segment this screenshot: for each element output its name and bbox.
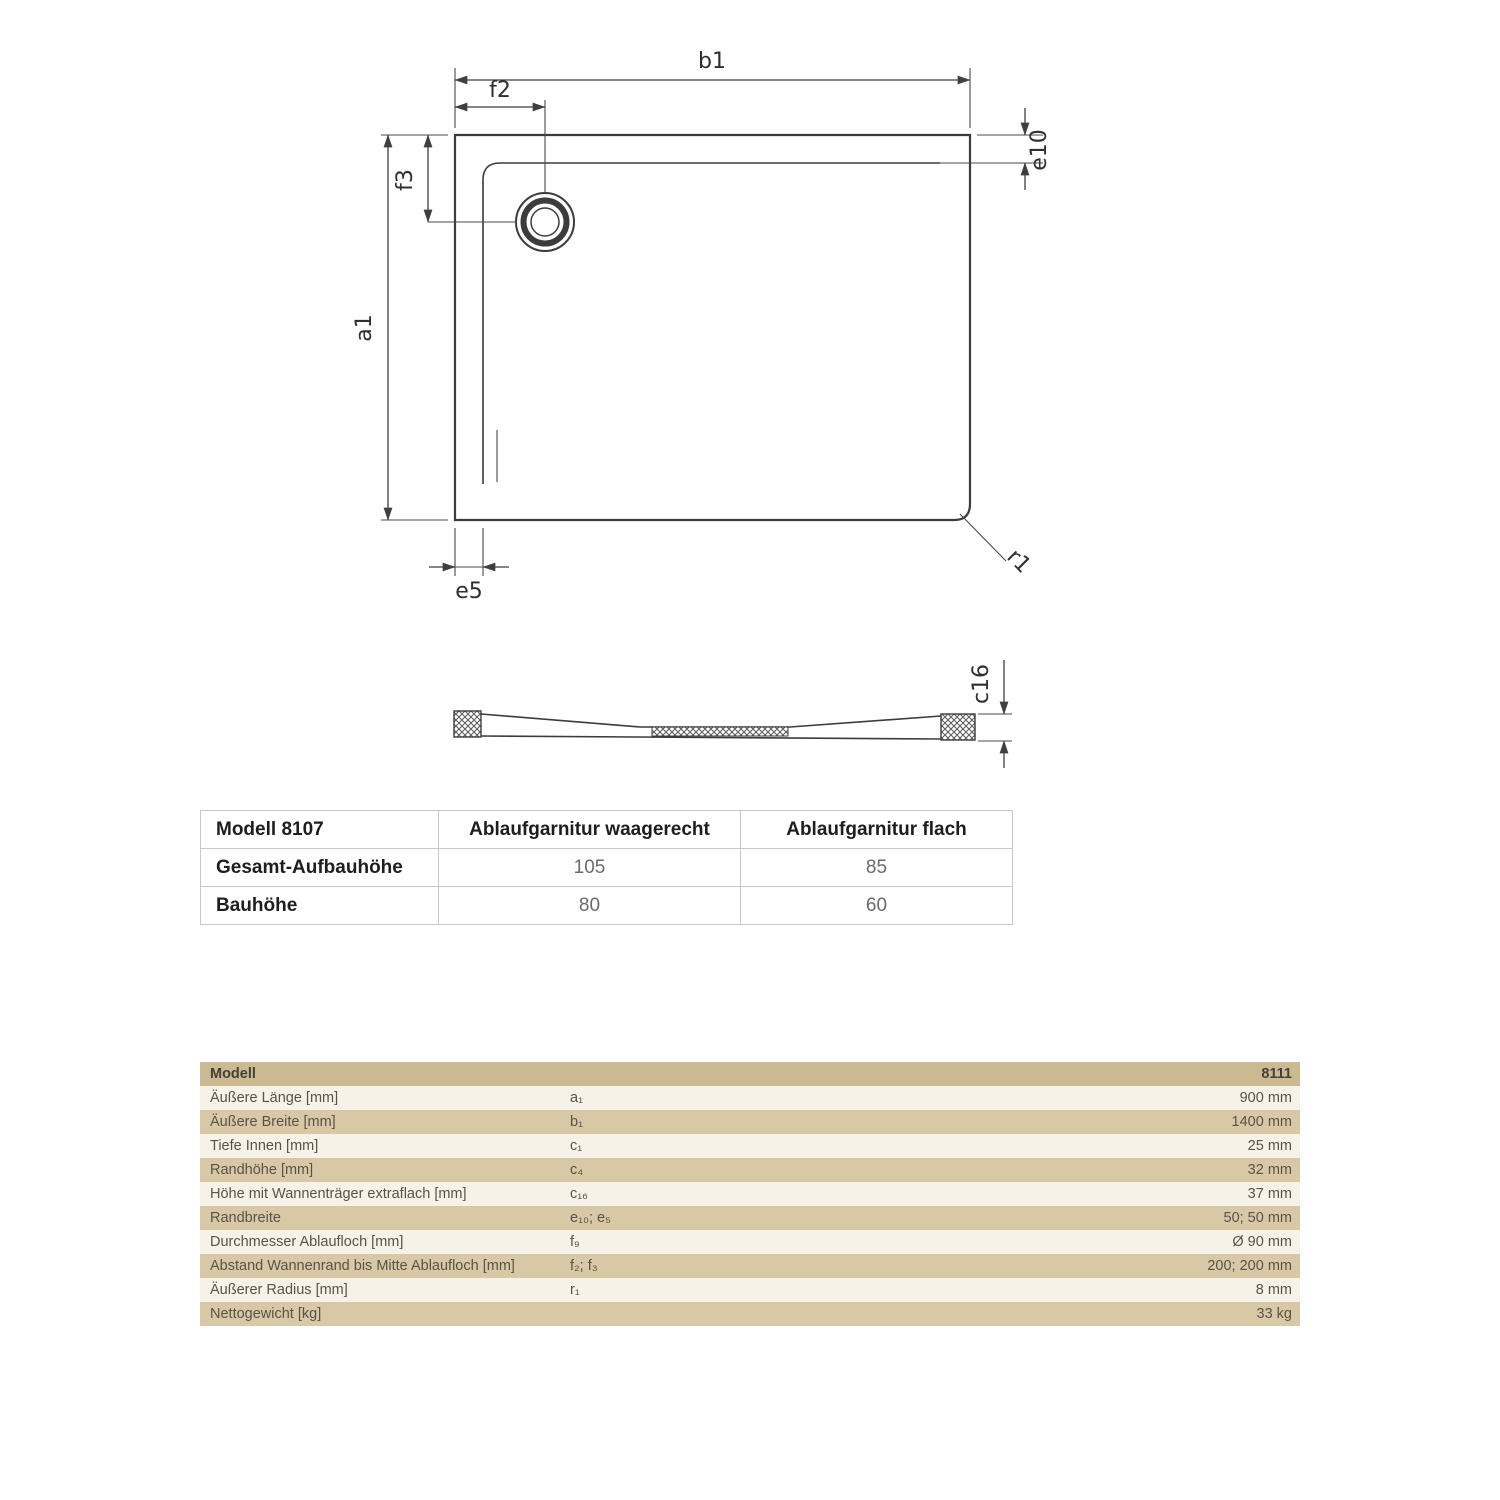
row-symbol: f₂; f₃ <box>570 1258 598 1274</box>
row-symbol: e₁₀; e₅ <box>570 1210 611 1226</box>
b1-extension-lines <box>455 68 970 128</box>
row-label: Bauhöhe <box>201 887 439 925</box>
row-value: 900 mm <box>1239 1090 1292 1106</box>
row-value: 8111 <box>1261 1066 1292 1082</box>
row-label: Modell <box>210 1066 256 1082</box>
row-label: Äußere Länge [mm] <box>210 1090 339 1106</box>
row-value: 50; 50 mm <box>1223 1210 1292 1226</box>
c16-extension-lines <box>978 714 1012 741</box>
row-value: 8 mm <box>1255 1282 1292 1298</box>
table-row <box>200 1302 1300 1326</box>
row-symbol: c₄ <box>570 1162 584 1178</box>
row-label: Randhöhe [mm] <box>210 1162 314 1178</box>
table-row <box>201 849 1013 887</box>
row-value: 200; 200 mm <box>1207 1258 1292 1274</box>
cell-value: 60 <box>741 887 1013 925</box>
model-table-title: Modell 8107 <box>201 811 439 849</box>
row-label: Randbreite <box>210 1210 281 1226</box>
table-header-row <box>201 811 1013 849</box>
row-symbol: b₁ <box>570 1114 583 1130</box>
table-row <box>200 1254 1300 1278</box>
row-value: 25 mm <box>1247 1138 1292 1154</box>
column-header-flach: Ablaufgarnitur flach <box>741 811 1013 849</box>
r1-leader-line <box>960 514 1006 561</box>
table-row <box>200 1110 1300 1134</box>
row-value: 1400 mm <box>1231 1114 1292 1130</box>
f2-label: f2 <box>489 78 511 103</box>
column-header-waagerecht: Ablaufgarnitur waagerecht <box>439 811 741 849</box>
profile-left-rim-hatch <box>454 711 481 737</box>
profile-drain-hatch <box>652 727 788 736</box>
table-row <box>200 1158 1300 1182</box>
row-label: Äußere Breite [mm] <box>210 1114 336 1130</box>
row-label: Abstand Wannenrand bis Mitte Ablaufloch [mm] <box>210 1258 515 1274</box>
a1-label: a1 <box>352 314 377 342</box>
table-row <box>201 887 1013 925</box>
table-row <box>200 1230 1300 1254</box>
model-height-table <box>200 810 1013 925</box>
row-value: 37 mm <box>1247 1186 1292 1202</box>
profile-top-edge <box>481 714 941 727</box>
row-label: Durchmesser Ablaufloch [mm] <box>210 1234 404 1250</box>
row-symbol: r₁ <box>570 1282 580 1298</box>
row-symbol: f₉ <box>570 1234 580 1250</box>
row-symbol <box>560 1302 890 1326</box>
row-value: 32 mm <box>1247 1162 1292 1178</box>
row-symbol <box>560 1062 890 1086</box>
dimensions-table <box>200 1062 1300 1326</box>
row-value: 33 kg <box>1256 1306 1292 1322</box>
row-label: Höhe mit Wannenträger extraflach [mm] <box>210 1186 467 1202</box>
row-symbol: a₁ <box>570 1090 583 1106</box>
row-label: Gesamt-Aufbauhöhe <box>201 849 439 887</box>
e5-extension-lines <box>455 528 483 576</box>
profile-right-rim-hatch <box>941 714 975 740</box>
tray-outer-outline <box>455 135 970 520</box>
c16-label: c16 <box>969 663 994 705</box>
row-symbol: c₁₆ <box>570 1186 588 1202</box>
cell-value: 105 <box>439 849 741 887</box>
a1-extension-lines <box>381 135 448 520</box>
table-row <box>200 1086 1300 1110</box>
row-label: Tiefe Innen [mm] <box>210 1138 319 1154</box>
row-label: Äußerer Radius [mm] <box>210 1282 348 1298</box>
table-row <box>200 1134 1300 1158</box>
row-symbol: c₁ <box>570 1138 583 1154</box>
r1-label: r1 <box>1001 544 1036 579</box>
table-row <box>200 1278 1300 1302</box>
e5-label: e5 <box>455 579 483 604</box>
row-label: Nettogewicht [kg] <box>210 1306 322 1322</box>
table-row <box>200 1206 1300 1230</box>
table-row <box>200 1182 1300 1206</box>
cell-value: 85 <box>741 849 1013 887</box>
f3-label: f3 <box>393 169 418 191</box>
e10-label: e10 <box>1027 129 1052 171</box>
b1-label: b1 <box>698 49 726 74</box>
row-value: Ø 90 mm <box>1232 1234 1292 1250</box>
cell-value: 80 <box>439 887 741 925</box>
dimensions-header-row <box>200 1062 1300 1086</box>
